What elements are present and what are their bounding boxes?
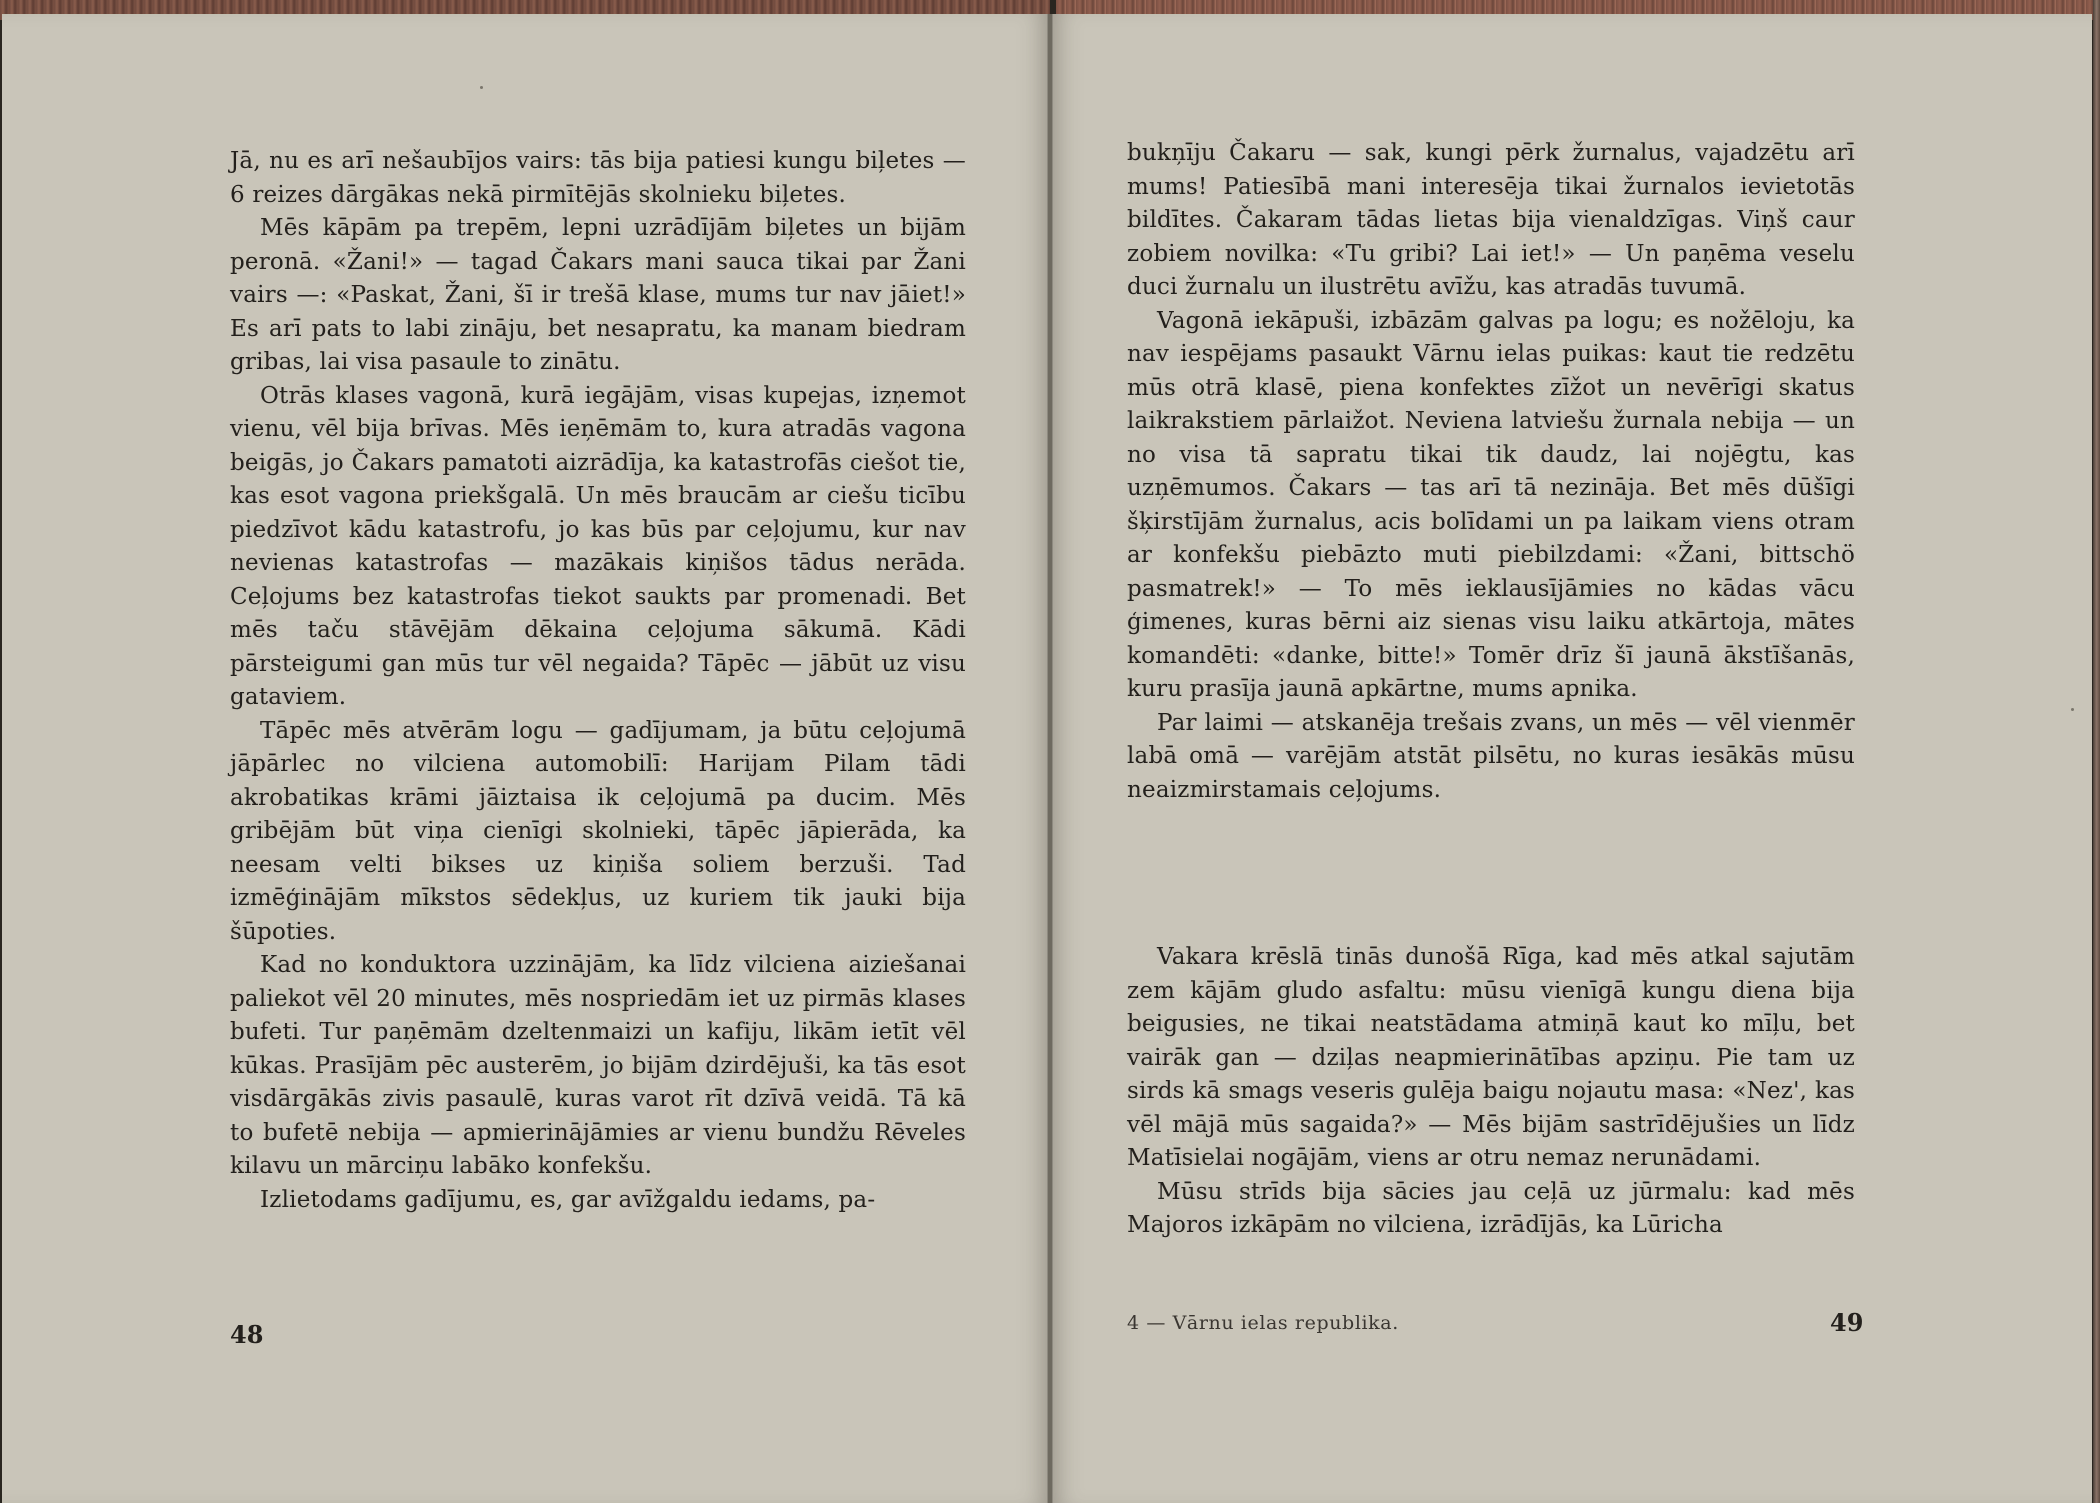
paragraph: Vakara krēslā tinās dunošā Rīga, kad mēs atkal sajutām zem kājām gludo asfaltu: mūsu vienīgā kungu diena bija beigusies, ne tikai neatstādama atmiņā kaut ko mīļu, bet vairāk gan — dziļas neapmierinātības apziņu. Pie tam uz sirds kā smags veseris gulēja baigu nojautu masa: «Nez', kas vēl mājā mūs sagaida?» — Mēs bijām sastrīdējušies un līdz Matīsielai nogājām, viens ar otru nemaz nerunādami.: [1127, 944, 1855, 1171]
paragraph: Vagonā iekāpuši, izbāzām galvas pa logu; es nožēloju, ka nav iespējams pasaukt Vārnu ielas puikas: kaut tie redzētu mūs otrā klasē, piena konfektes zīžot un nevērīgi skatus laikrakstiem pārlaižot. Neviena latviešu žurnala nebija — un no visa tā sapratu tikai tik daudz, lai nojēgtu, kas uzņēmumos. Čakars — tas arī tā nezināja. Bet mēs dūšīgi šķirstījām žurnalus, acis bolīdami un pa laikam viens otram ar konfekšu piebāzto muti piebilzdami: «Žani, bittschö pasmatrek!» — To mēs ieklausījāmies no kādas vācu ģimenes, kuras bērni aiz sienas visu laiku atkārtoja, mātes komandēti: «danke, bitte!» Tomēr drīz šī jaunā ākstīšanās, kuru prasīja jaunā apkārtne, mums apnika.: [1127, 307, 1855, 702]
signature-footer: 4 — Vārnu ielas republika.: [1127, 1312, 1399, 1334]
left-page: [2, 14, 1048, 1503]
paragraph: Otrās klases vagonā, kurā iegājām, visas kupejas, izņemot vienu, vēl bija brīvas. Mēs ieņēmām to, kura atradās vagona beigās, jo Čakars pamatoti aizrādīja, ka katastrofās ciešot tie, kas esot vagona priekšgalā. Un mēs braucām ar ciešu ticību piedzīvot kādu katastrofu, jo kas būs par ceļojumu, kur nav nevienas katastrofas — mazākais kiņišos tādus nerāda. Ceļojums bez katastrofas tiekot saukts par promenadi. Bet mēs taču stāvējām dēkaina ceļojuma sākumā. Kādi pārsteigumi gan mūs tur vēl negaida? Tāpēc — jābūt uz visu gataviem.: [230, 382, 966, 710]
paper-speck: [2071, 708, 2074, 711]
paper-speck: [480, 86, 483, 89]
page-number-left: 48: [230, 1320, 264, 1349]
cover-edge-right: [2093, 0, 2100, 1503]
paragraph: Tāpēc mēs atvērām logu — gadījumam, ja būtu ceļojumā jāpārlec no vilciena automobilī: Harijam Pilam tādi akrobatikas krāmi jāiztaisa ik ceļojumā pa ducim. Mēs gribējām būt viņa cienīgi skolnieki, tāpēc jāpierāda, ka neesam velti bikses uz kiņiša soliem berzuši. Tad izmēģinājām mīkstos sēdekļus, uz kuriem tik jauki bija šūpoties.: [230, 717, 966, 945]
paragraph: Mēs kāpām pa trepēm, lepni uzrādījām biļetes un bijām peronā. «Žani!» — tagad Čakars mani sauca tikai par Žani vairs —: «Paskat, Žani, šī ir trešā klase, mums tur nav jāiet!» Es arī pats to labi zināju, bet nesapratu, ka manam biedram gribas, lai visa pasaule to zinātu.: [230, 215, 966, 375]
left-page-text: [230, 145, 966, 1217]
paragraph: Par laimi — atskanēja trešais zvans, un mēs — vēl vienmēr labā omā — varējām atstāt pilsētu, no kuras iesākās mūsu neaizmirstamais ceļojums.: [1127, 709, 1855, 803]
paragraph: Mūsu strīds bija sācies jau ceļā uz jūrmalu: kad mēs Majoros izkāpām no vilciena, izrādījās, ka Lūricha: [1127, 1178, 1855, 1238]
right-page: [1052, 14, 2092, 1503]
paragraph: bukņīju Čakaru — sak, kungi pērk žurnalus, vajadzētu arī mums! Patiesībā mani interesēja tikai žurnalos ievietotās bildītes. Čakaram tādas lietas bija vienaldzīgas. Viņš caur zobiem novilka: «Tu gribi? Lai iet!» — Un paņēma veselu duci žurnalu un ilustrētu avīžu, kas atradās tuvumā.: [1127, 140, 1855, 300]
paragraph: Izlietodams gadījumu, es, gar avīžgaldu iedams, pa-: [260, 1186, 876, 1213]
paragraph: Jā, nu es arī nešaubījos vairs: tās bija patiesi kungu biļetes — 6 reizes dārgākas nekā pirmītējās skolnieku biļetes.: [230, 148, 966, 208]
right-page-text-top: [1127, 137, 1855, 807]
page-number-right: 49: [1830, 1308, 1864, 1337]
right-page-text-section: [1127, 941, 1855, 1243]
paragraph: Kad no konduktora uzzinājām, ka līdz vilciena aiziešanai paliekot vēl 20 minutes, mēs nospriedām iet uz pirmās klases bufeti. Tur paņēmām dzeltenmaizi un kafiju, likām ietīt vēl kūkas. Prasījām pēc austerēm, jo bijām dzirdējuši, ka tās esot visdārgākās zivis pasaulē, kuras varot rīt dzīvā veidā. Tā kā to bufetē nebija — apmierinājāmies ar vienu bundžu Rēveles kilavu un mārciņu labāko konfekšu.: [230, 952, 966, 1179]
